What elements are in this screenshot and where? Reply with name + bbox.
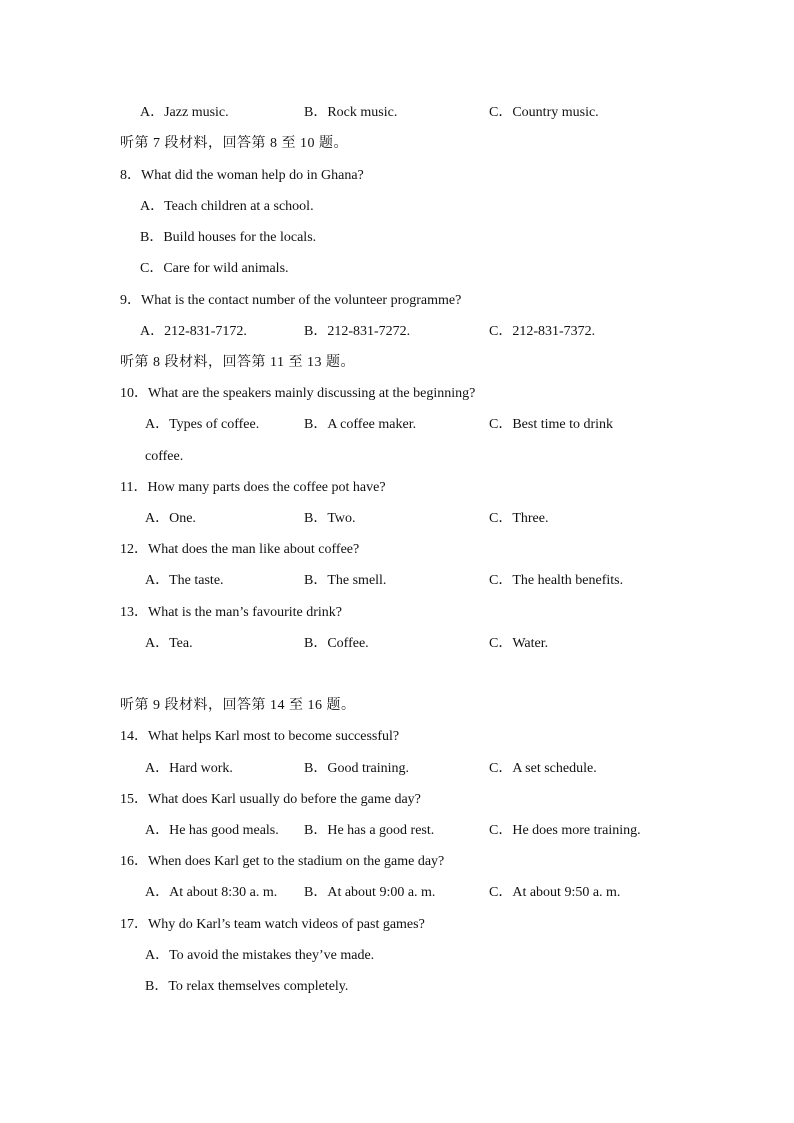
q11-option-b: B．Two. bbox=[304, 511, 356, 526]
question-12: 12．What does the man like about coffee? bbox=[120, 542, 360, 557]
q9-option-c: C．212-831-7372. bbox=[489, 324, 596, 339]
question-10: 10．What are the speakers mainly discussing at the beginning? bbox=[120, 386, 476, 401]
question-13: 13．What is the man’s favourite drink? bbox=[120, 605, 342, 620]
q10-option-c-continued: coffee. bbox=[145, 449, 184, 464]
q13-option-c: C．Water. bbox=[489, 636, 549, 651]
q15-option-b: B．He has a good rest. bbox=[304, 823, 435, 838]
q13-option-a: A．Tea. bbox=[145, 636, 193, 651]
q11-option-a: A．One. bbox=[145, 511, 196, 526]
q10-option-a: A．Types of coffee. bbox=[145, 417, 260, 432]
q10-option-c: C．Best time to drink bbox=[489, 417, 614, 432]
q12-option-b: B．The smell. bbox=[304, 573, 387, 588]
question-15: 15．What does Karl usually do before the game day? bbox=[120, 792, 421, 807]
question-14: 14．What helps Karl most to become successful? bbox=[120, 729, 400, 744]
question-16: 16．When does Karl get to the stadium on the game day? bbox=[120, 854, 445, 869]
section-heading-9: 听第 9 段材料，回答第 14 至 16 题。 bbox=[120, 698, 356, 713]
question-17: 17．Why do Karl’s team watch videos of past games? bbox=[120, 917, 425, 932]
q15-option-c: C．He does more training. bbox=[489, 823, 641, 838]
q16-option-b: B．At about 9:00 a. m. bbox=[304, 885, 436, 900]
q9-option-a: A．212-831-7172. bbox=[140, 324, 247, 339]
question-11: 11．How many parts does the coffee pot have? bbox=[120, 480, 386, 495]
q10-option-b: B．A coffee maker. bbox=[304, 417, 417, 432]
q9-option-b: B．212-831-7272. bbox=[304, 324, 411, 339]
q7-option-c: C．Country music. bbox=[489, 105, 599, 120]
question-9: 9．What is the contact number of the volunteer programme? bbox=[120, 293, 462, 308]
section-heading-8: 听第 8 段材料，回答第 11 至 13 题。 bbox=[120, 355, 355, 370]
q13-option-b: B．Coffee. bbox=[304, 636, 369, 651]
q14-option-a: A．Hard work. bbox=[145, 761, 233, 776]
q11-option-c: C．Three. bbox=[489, 511, 549, 526]
q14-option-c: C．A set schedule. bbox=[489, 761, 597, 776]
q16-option-a: A．At about 8:30 a. m. bbox=[145, 885, 278, 900]
q8-option-c: C．Care for wild animals. bbox=[140, 261, 289, 276]
question-8: 8．What did the woman help do in Ghana? bbox=[120, 168, 364, 183]
q7-option-a: A．Jazz music. bbox=[140, 105, 229, 120]
q8-option-a: A．Teach children at a school. bbox=[140, 199, 314, 214]
q16-option-c: C．At about 9:50 a. m. bbox=[489, 885, 621, 900]
q12-option-c: C．The health benefits. bbox=[489, 573, 624, 588]
q15-option-a: A．He has good meals. bbox=[145, 823, 279, 838]
q14-option-b: B．Good training. bbox=[304, 761, 409, 776]
q17-option-a: A．To avoid the mistakes they’ve made. bbox=[145, 948, 375, 963]
q17-option-b: B．To relax themselves completely. bbox=[145, 979, 349, 994]
section-heading-7: 听第 7 段材料，回答第 8 至 10 题。 bbox=[120, 136, 348, 151]
q8-option-b: B．Build houses for the locals. bbox=[140, 230, 317, 245]
q12-option-a: A．The taste. bbox=[145, 573, 224, 588]
q7-option-b: B．Rock music. bbox=[304, 105, 398, 120]
